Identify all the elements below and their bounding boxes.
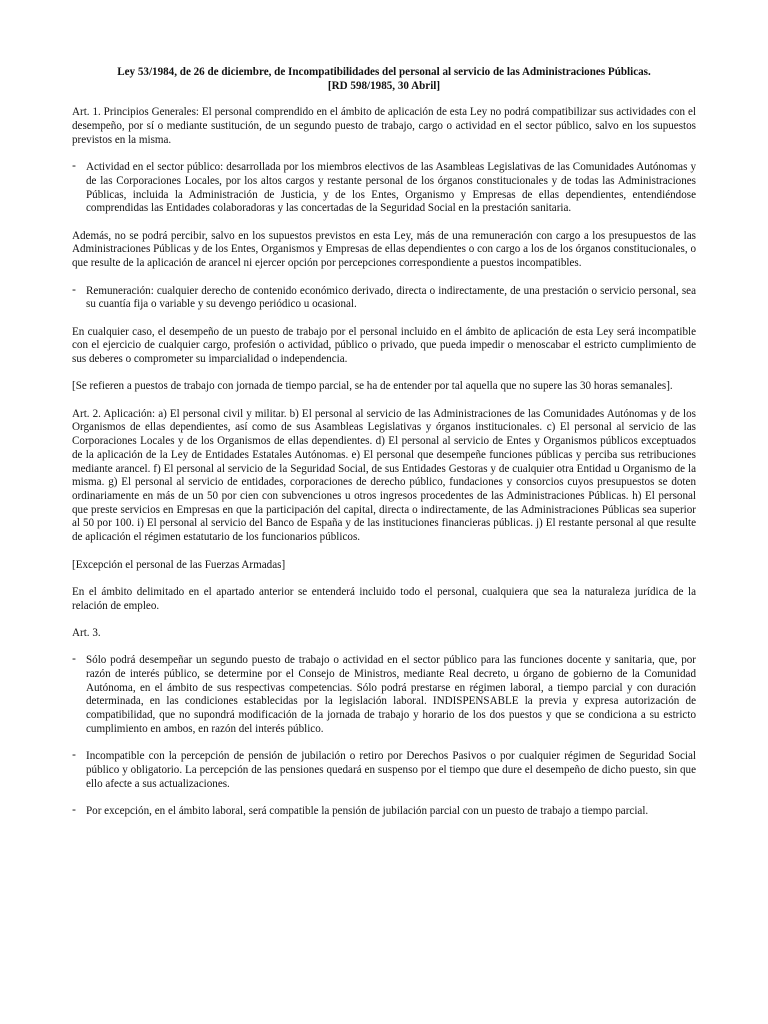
- paragraph-excepcion: [Excepción el personal de las Fuerzas Armadas]: [72, 558, 286, 571]
- bullet-item-segundo-puesto: [72, 651, 696, 736]
- bullet-marker: -: [72, 281, 76, 296]
- bullet-text: Incompatible con la percepción de pensión de jubilación o retiro por Derechos Pasivos o por cualquier régimen de Seguridad Social público y obligatorio. La percepción de las pensiones quedará en suspenso por el tiempo que dure el desempeño de dicho puesto, sin que ello afecte a sus actualizaciones.: [86, 750, 696, 790]
- bullet-marker: -: [72, 158, 76, 173]
- bullet-item-remuneracion: [72, 281, 696, 312]
- bullet-item-pension: [72, 747, 696, 791]
- bullet-item-jubilacion-parcial: [72, 802, 696, 819]
- bullet-text: Por excepción, en el ámbito laboral, será compatible la pensión de jubilación parcial con un puesto de trabajo a tiempo parcial.: [86, 805, 649, 818]
- paragraph-en-cualquier-caso: En cualquier caso, el desempeño de un puesto de trabajo por el personal incluido en el ámbito de aplicación de esta Ley será incompatible con el ejercicio de cualquier cargo, profesión o actividad, público o privado, que pueda impedir o menoscabar el estricto cumplimiento de sus deberes o comprometer su imparcialidad o independencia.: [72, 325, 696, 365]
- paragraph-art3-heading: Art. 3.: [72, 626, 101, 639]
- bullet-marker: -: [72, 802, 76, 817]
- paragraph-ademas: Además, no se podrá percibir, salvo en los supuestos previstos en esta Ley, más de una remuneración con cargo a los presupuestos de las Administraciones Públicas y de los Entes, Organismos y Empresas de ellas dependientes o con cargo a los de los órganos constitucionales, o que resulte de la aplicación de arancel ni ejercer opción por percepciones correspondiente a puestos incompatibles.: [72, 229, 696, 270]
- paragraph-ambito: En el ámbito delimitado en el apartado anterior se entenderá incluido todo el personal, cualquiera que sea la naturaleza jurídica de la relación de empleo.: [72, 585, 696, 612]
- bullet-marker: -: [72, 651, 76, 666]
- paragraph-art1: Art. 1. Principios Generales: El personal comprendido en el ámbito de aplicación de esta Ley no podrá compatibilizar sus actividades con el desempeño, por sí o mediante sustitución, de un segundo puesto de trabajo, cargo o actividad en el sector público, salvo en los supuestos previstos en la misma.: [72, 106, 696, 146]
- document-title: [72, 66, 696, 93]
- bullet-text: Sólo podrá desempeñar un segundo puesto de trabajo o actividad en el sector público para las funciones docente y sanitaria, que, por razón de interés público, se determine por el Consejo de Ministros, mediante Real decreto, u órgano de gobierno de la Comunidad Autónoma, en el ámbito de sus respectivas competencias. Sólo podrá prestarse en régimen laboral, a tiempo parcial y con duración determinada, en las condiciones establecidas por la legislación laboral. INDISPENSABLE la previa y expresa autorización de compatibilidad, que no supondrá modificación de la jornada de trabajo y horario de los dos puestos y que se condiciona a su estricto cumplimiento en ambos, en razón del interés público.: [86, 654, 696, 735]
- bullet-item-actividad: [72, 158, 696, 216]
- title-line-2: [RD 598/1985, 30 Abril]: [327, 79, 441, 92]
- bullet-text: Remuneración: cualquier derecho de contenido económico derivado, directa o indirectamente, de una prestación o servicio personal, sea su cuantía fija o variable y su devengo periódico u ocasional.: [86, 284, 696, 311]
- paragraph-jornada-parcial: [Se refieren a puestos de trabajo con jornada de tiempo parcial, se ha de entender por tal aquella que no supere las 30 horas semanales].: [72, 380, 673, 393]
- bullet-text: Actividad en el sector público: desarrollada por los miembros electivos de las Asambleas Legislativas de las Comunidades Autónomas y de las Corporaciones Locales, por los altos cargos y restante personal de los órganos constitucionales y de todas las Administraciones Públicas, incluida la Administración de Justicia, y de los Entes, Organismo y Empresas de ellas dependientes, entendiéndose comprendidas las Entidades colaboradoras y las concertadas de la Seguridad Social en la prestación sanitaria.: [86, 161, 696, 215]
- document-page: [72, 66, 696, 832]
- paragraph-art2: Art. 2. Aplicación: a) El personal civil y militar. b) El personal al servicio de las Administraciones de las Comunidades Autónomas y de los Organismos de ellas dependientes, así como de sus Asambleas Legislativas y órganos institucionales. c) El personal al servicio de las Corporaciones Locales y de los Organismos de ellas dependientes. d) El personal al servicio de Entes y Organismos públicos exceptuados de la aplicación de la Ley de Entidades Estatales Autónomas. e) El personal que desempeñe funciones públicas y perciba sus retribuciones mediante arancel. f) El personal al servicio de la Seguridad Social, de sus Entidades Gestoras y de cualquier otra Entidad u Organismo de la misma. g) El personal al servicio de entidades, corporaciones de derecho público, fundaciones y consorcios cuyos presupuestos se doten ordinariamente en más de un 50 por cien con subvenciones u otros ingresos procedentes de las Administraciones Públicas. h) El personal que preste servicios en Empresas en que la participación del capital, directa o indirectamente, de las Administraciones Públicas sea superior al 50 por 100. i) El personal al servicio del Banco de España y de las instituciones financieras públicas. j) El restante personal al que resulte de aplicación el régimen estatutario de los funcionarios públicos.: [72, 407, 696, 544]
- bullet-marker: -: [72, 747, 76, 762]
- title-line-1: Ley 53/1984, de 26 de diciembre, de Incompatibilidades del personal al servicio de las Administraciones Públicas.: [117, 66, 651, 78]
